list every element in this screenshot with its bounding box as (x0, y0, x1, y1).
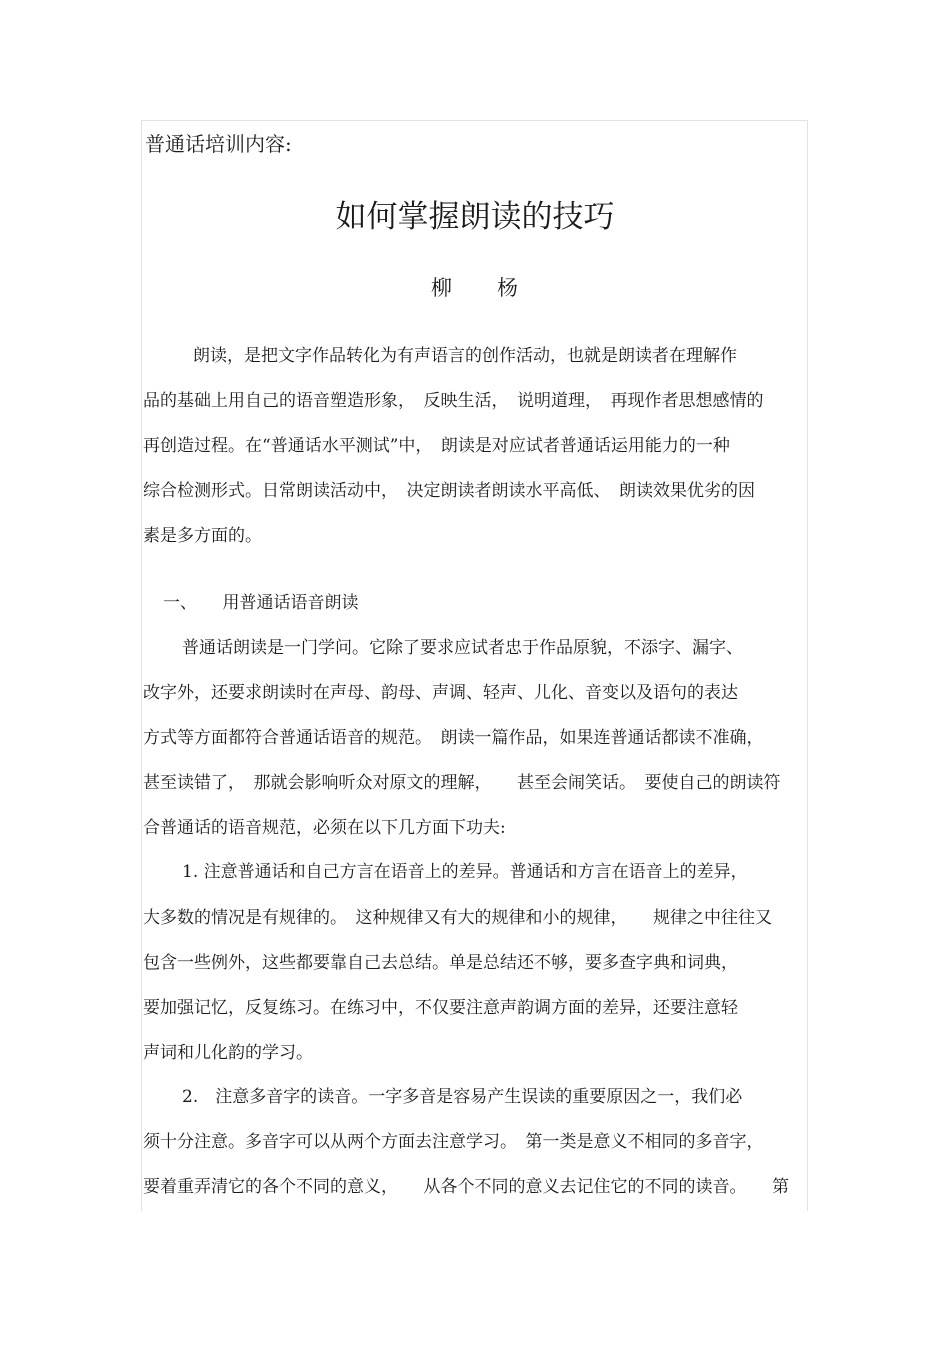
intro-line: 品的基础上用自己的语音塑造形象， 反映生活， 说明道理， 再现作者思想感情的 (143, 391, 764, 411)
section-line: 普通话朗读是一门学问。它除了要求应试者忠于作品原貌，不添字、漏字、 (182, 638, 743, 658)
intro-line: 素是多方面的。 (143, 526, 262, 546)
intro-line: 综合检测形式。日常朗读活动中， 决定朗读者朗读水平高低、 朗读效果优劣的因 (143, 481, 755, 501)
point-1-line: 包含一些例外，这些都要靠自己去总结。单是总结还不够，要多查字典和词典， (143, 953, 738, 973)
point-1-line: 大多数的情况是有规律的。 这种规律又有大的规律和小的规律， 规律之中往往又 (143, 908, 772, 928)
document-label: 普通话培训内容: (145, 132, 292, 156)
section-heading: 一、 用普通话语音朗读 (163, 593, 359, 613)
point-2-line: 要着重弄清它的各个不同的意义， 从各个不同的意义去记住它的不同的读音。 第 (143, 1177, 789, 1197)
point-2-line: 2. 注意多音字的读音。一字多音是容易产生误读的重要原因之一，我们必 (182, 1087, 743, 1107)
intro-line: 朗读，是把文字作品转化为有声语言的创作活动，也就是朗读者在理解作 (193, 346, 737, 366)
point-1-line: 要加强记忆，反复练习。在练习中，不仅要注意声韵调方面的差异，还要注意轻 (143, 998, 738, 1018)
document-title: 如何掌握朗读的技巧 (335, 199, 615, 235)
point-1-line: 声词和儿化韵的学习。 (143, 1043, 313, 1063)
point-1-line: 1. 注意普通话和自己方言在语音上的差异。普通话和方言在语音上的差异， (182, 862, 748, 882)
intro-line: 再创造过程。在“普通话水平测试”中， 朗读是对应试者普通话运用能力的一种 (143, 436, 730, 456)
document-author: 柳 杨 (431, 276, 519, 300)
section-line: 合普通话的语音规范，必须在以下几方面下功夫: (143, 818, 506, 838)
section-line: 甚至读错了， 那就会影响听众对原文的理解， 甚至会闹笑话。 要使自己的朗读符 (143, 773, 781, 793)
point-2-line: 须十分注意。多音字可以从两个方面去注意学习。 第一类是意义不相同的多音字， (143, 1132, 764, 1152)
section-line: 改字外，还要求朗读时在声母、韵母、声调、轻声、儿化、音变以及语句的表达 (143, 683, 738, 703)
section-line: 方式等方面都符合普通话语音的规范。 朗读一篇作品，如果连普通话都读不准确， (143, 728, 764, 748)
